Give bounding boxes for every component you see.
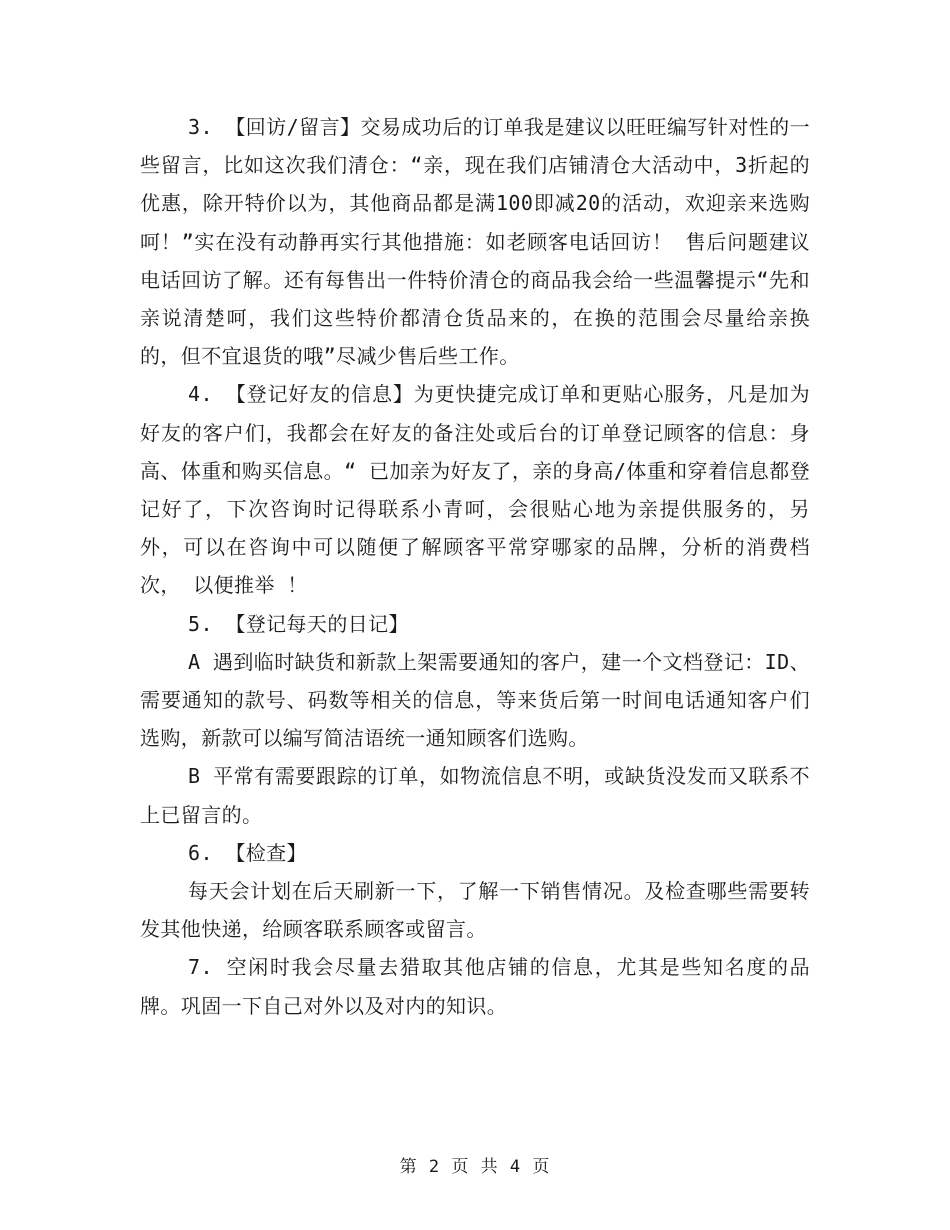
heading-check: 6. 【检查】 (188, 840, 307, 865)
document-body (140, 108, 810, 1025)
paragraph-daily-log-a: A 遇到临时缺货和新款上架需要通知的客户，建一个文档登记：ID、需要通知的款号、码数等相关的信息，等来货后第一时间电话通知客户们选购，新款可以编写简洁语统一通知顾客们选购。 (140, 649, 810, 751)
page-footer (0, 1152, 950, 1177)
page-number-label: 第 2 页 共 4 页 (399, 1157, 551, 1177)
heading-daily-log: 5. 【登记每天的日记】 (188, 611, 409, 636)
paragraph-spare-time: 7. 空闲时我会尽量去猎取其他店铺的信息，尤其是些知名度的品牌。巩固一下自己对外以及对内的知识。 (140, 955, 810, 1018)
paragraph-check: 每天会计划在后天刷新一下，了解一下销售情况。及检查哪些需要转发其他快递，给顾客联系顾客或留言。 (140, 879, 810, 942)
paragraph-return-visit: 3. 【回访/留言】交易成功后的订单我是建议以旺旺编写针对性的一些留言，比如这次我们清仓：“亲，现在我们店铺清仓大活动中，3折起的优惠，除开特价以为，其他商品都是满100即减20的活动，欢迎亲来选购呵！”实在没有动静再实行其他措施：如老顾客电话回访！ 售后问题建议电话回访了解。还有每售出一件特价清仓的商品我会给一些温馨提示“先和亲说清楚呵，我们这些特价都清仓货品来的，在换的范围会尽量给亲换的，但不宜退货的哦”尽减少售后些工作。 (140, 115, 810, 369)
paragraph-friend-info: 4. 【登记好友的信息】为更快捷完成订单和更贴心服务，凡是加为好友的客户们，我都会在好友的备注处或后台的订单登记顾客的信息：身高、体重和购买信息。“ 已加亲为好友了，亲的身高/体重和穿着信息都登记好了，下次咨询时记得联系小青呵，会很贴心地为亲提供服务的，另外，可以在咨询中可以随便了解顾客平常穿哪家的品牌，分析的消费档次， 以便推举 ！ (140, 382, 810, 598)
paragraph-daily-log-b: B 平常有需要跟踪的订单，如物流信息不明，或缺货没发而又联系不上已留言的。 (140, 764, 810, 827)
